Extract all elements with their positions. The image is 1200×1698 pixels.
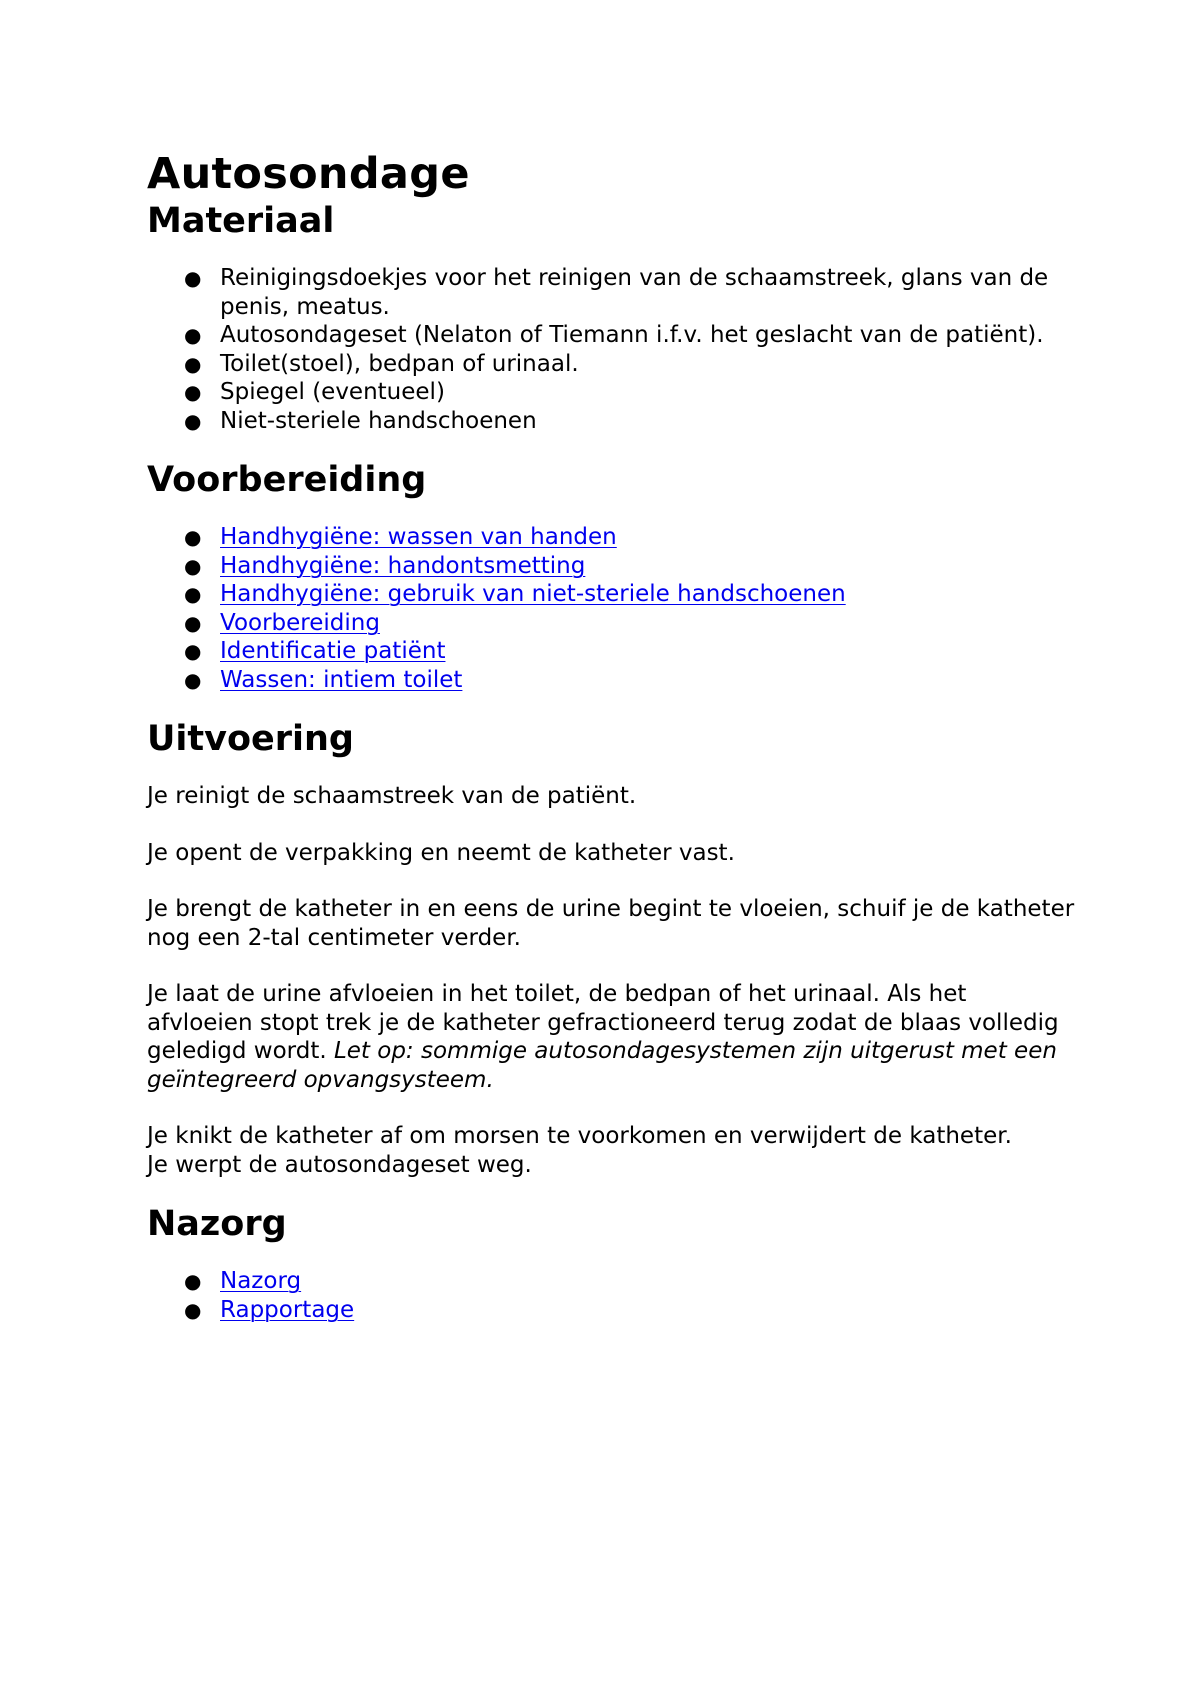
bullet-icon: ● bbox=[184, 582, 202, 606]
section-heading-materiaal: Materiaal bbox=[147, 201, 335, 241]
page-title: Autosondage bbox=[147, 149, 470, 199]
paragraph-text: Je laat de urine afvloeien in het toilet, de bedpan of het urinaal. Als het afvloeien stopt trek je de katheter gefractioneerd terug zodat de blaas volledig geledigd wordt. bbox=[147, 981, 1059, 1064]
section-heading-uitvoering: Uitvoering bbox=[147, 719, 354, 759]
section-heading-nazorg: Nazorg bbox=[147, 1204, 287, 1244]
list-item bbox=[147, 1267, 1077, 1296]
bullet-icon: ● bbox=[184, 266, 202, 290]
bullet-icon: ● bbox=[184, 553, 202, 578]
paragraph-note: Let op: sommige autosondagesystemen zijn uitgerust met een geïntegreerd opvangsysteem. bbox=[147, 1038, 1057, 1093]
list-item: ● Spiegel (eventueel) bbox=[184, 379, 445, 405]
materiaal-list bbox=[147, 264, 1077, 435]
paragraph bbox=[147, 980, 1077, 1094]
link-wassen-intiem-toilet[interactable]: Wassen: intiem toilet bbox=[220, 666, 463, 693]
list-item bbox=[147, 637, 1077, 666]
bullet-icon: ● bbox=[184, 1297, 202, 1322]
paragraph-text: Je knikt de katheter af om morsen te voorkomen en verwijdert de katheter. bbox=[147, 1123, 1012, 1149]
list-item bbox=[147, 609, 1077, 638]
bullet-icon: ● bbox=[184, 380, 202, 404]
section-heading-voorbereiding: Voorbereiding bbox=[147, 460, 427, 500]
bullet-icon: ● bbox=[184, 525, 202, 549]
paragraph bbox=[147, 1122, 1077, 1179]
link-rapportage[interactable]: Rapportage bbox=[220, 1296, 355, 1323]
bullet-icon: ● bbox=[184, 1269, 202, 1293]
list-item bbox=[147, 580, 1077, 609]
paragraph: Je opent de verpakking en neemt de katheter vast. bbox=[147, 839, 735, 866]
paragraph: Je reinigt de schaamstreek van de patiënt. bbox=[147, 783, 637, 809]
bullet-icon: ● bbox=[184, 323, 202, 347]
bullet-icon: ● bbox=[184, 639, 202, 663]
bullet-icon: ● bbox=[184, 408, 202, 433]
link-handhygiene-handschoenen[interactable]: Handhygiëne: gebruik van niet-steriele handschoenen bbox=[220, 581, 846, 607]
document-page bbox=[147, 148, 1077, 1324]
list-item bbox=[147, 666, 1077, 695]
link-handhygiene-wassen[interactable]: Handhygiëne: wassen van handen bbox=[220, 524, 617, 550]
list-item: ● Reinigingsdoekjes voor het reinigen van de schaamstreek, glans van de penis, meatus. bbox=[184, 265, 1049, 320]
list-item: ● Autosondageset (Nelaton of Tiemann i.f.v. het geslacht van de patiënt). bbox=[184, 322, 1044, 348]
link-voorbereiding[interactable]: Voorbereiding bbox=[220, 609, 380, 636]
bullet-icon: ● bbox=[184, 667, 202, 692]
bullet-icon: ● bbox=[184, 351, 202, 376]
paragraph: Je brengt de katheter in en eens de urine begint te vloeien, schuif je de katheter nog een 2-tal centimeter verder. bbox=[147, 896, 1075, 951]
list-item bbox=[147, 552, 1077, 581]
voorbereiding-link-list bbox=[147, 523, 1077, 694]
paragraph-text: Je werpt de autosondageset weg. bbox=[147, 1151, 532, 1178]
list-item: ● Niet-steriele handschoenen bbox=[184, 407, 537, 434]
link-handhygiene-handontsmetting[interactable]: Handhygiëne: handontsmetting bbox=[220, 552, 586, 579]
bullet-icon: ● bbox=[184, 610, 202, 635]
list-item: ● Toilet(stoel), bedpan of urinaal. bbox=[184, 350, 579, 377]
link-identificatie-patient[interactable]: Identificatie patiënt bbox=[220, 638, 446, 664]
link-nazorg[interactable]: Nazorg bbox=[220, 1268, 302, 1294]
list-item bbox=[147, 523, 1077, 552]
nazorg-link-list bbox=[147, 1267, 1077, 1324]
list-item bbox=[147, 1296, 1077, 1325]
